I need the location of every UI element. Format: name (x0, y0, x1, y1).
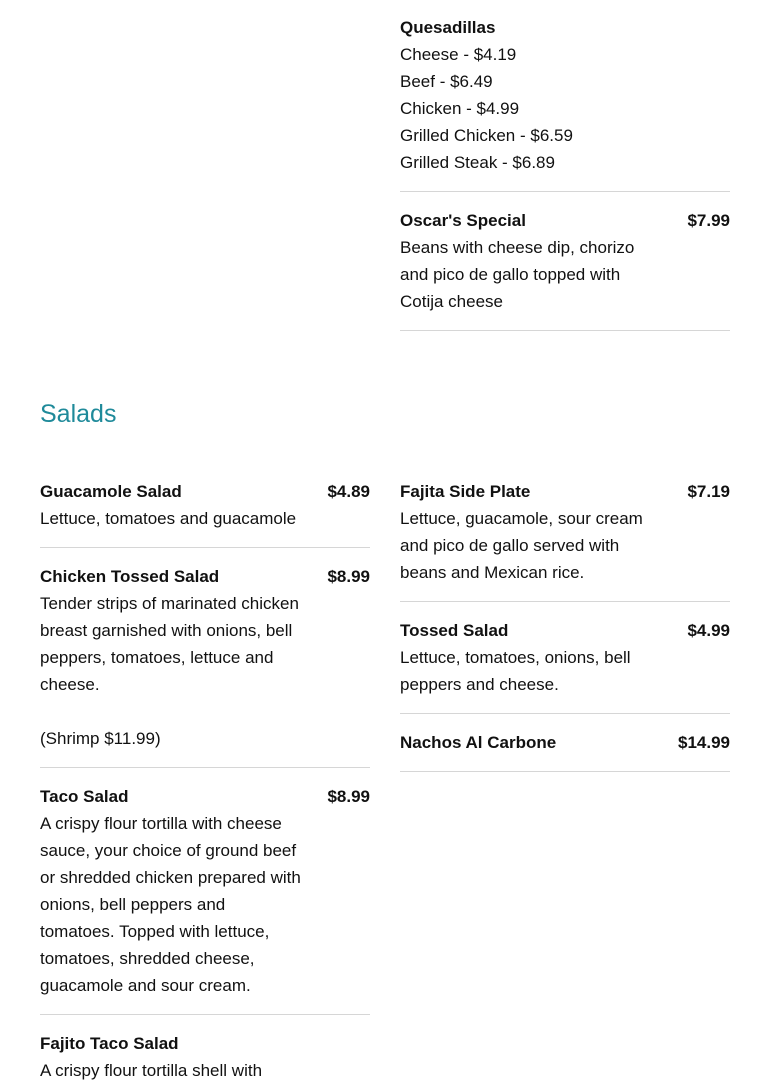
item-price: $4.99 (687, 621, 730, 640)
menu-column-salads-left (40, 478, 370, 1084)
option-line: Beef - $6.49 (400, 72, 493, 91)
item-note: (Shrimp $11.99) (40, 729, 161, 748)
item-description: Tender strips of marinated chicken breast garnished with onions, bell peppers, tomatoes, lettuce and cheese. (40, 594, 299, 694)
item-price: $4.89 (327, 482, 370, 501)
item-description: Lettuce, guacamole, sour cream and pico de gallo served with beans and Mexican rice. (400, 509, 643, 582)
option-line: Grilled Chicken - $6.59 (400, 126, 573, 145)
item-description: A crispy flour tortilla shell with (40, 1061, 263, 1080)
menu-item-nachos-al-carbone (400, 714, 730, 772)
item-description: Lettuce, tomatoes and guacamole (40, 509, 297, 528)
item-description: Beans with cheese dip, chorizo and pico de gallo topped with Cotija cheese (400, 238, 635, 311)
item-name: Taco Salad (40, 787, 129, 806)
item-price: $8.99 (327, 567, 370, 586)
item-name: Fajito Taco Salad (40, 1034, 179, 1053)
option-line: Cheese - $4.19 (400, 45, 517, 64)
item-name: Quesadillas (400, 18, 496, 37)
option-line: Grilled Steak - $6.89 (400, 153, 555, 172)
item-price: $7.99 (687, 211, 730, 230)
menu-item-taco-salad (40, 768, 370, 1015)
item-name: Oscar's Special (400, 211, 526, 230)
menu-item-quesadillas (400, 14, 730, 192)
item-price: $7.19 (687, 482, 730, 501)
menu-item-guacamole-salad (40, 478, 370, 548)
option-line: Chicken - $4.99 (400, 99, 520, 118)
item-name: Guacamole Salad (40, 482, 182, 501)
item-description: Lettuce, tomatoes, onions, bell peppers and cheese. (400, 648, 631, 694)
item-price: $8.99 (327, 787, 370, 806)
item-name: Tossed Salad (400, 621, 509, 640)
item-name: Nachos Al Carbone (400, 733, 557, 752)
menu-item-chicken-tossed-salad (40, 548, 370, 768)
menu-item-fajita-side-plate (400, 478, 730, 602)
menu-item-tossed-salad (400, 602, 730, 714)
item-price: $14.99 (678, 733, 730, 752)
item-name: Fajita Side Plate (400, 482, 531, 501)
item-name: Chicken Tossed Salad (40, 567, 220, 586)
item-description: A crispy flour tortilla with cheese sauce, your choice of ground beef or shredded chicken prepared with onions, bell peppers and tomatoes. Topped with lettuce, tomatoes, shredded cheese, guacamole and sour cream. (40, 814, 301, 995)
menu-column-salads-right (400, 478, 730, 772)
menu-item-fajito-taco-salad (40, 1015, 370, 1084)
section-title-salads: Salads (40, 400, 117, 428)
menu-item-oscars-special (400, 192, 730, 331)
menu-column-top-right (400, 14, 730, 331)
